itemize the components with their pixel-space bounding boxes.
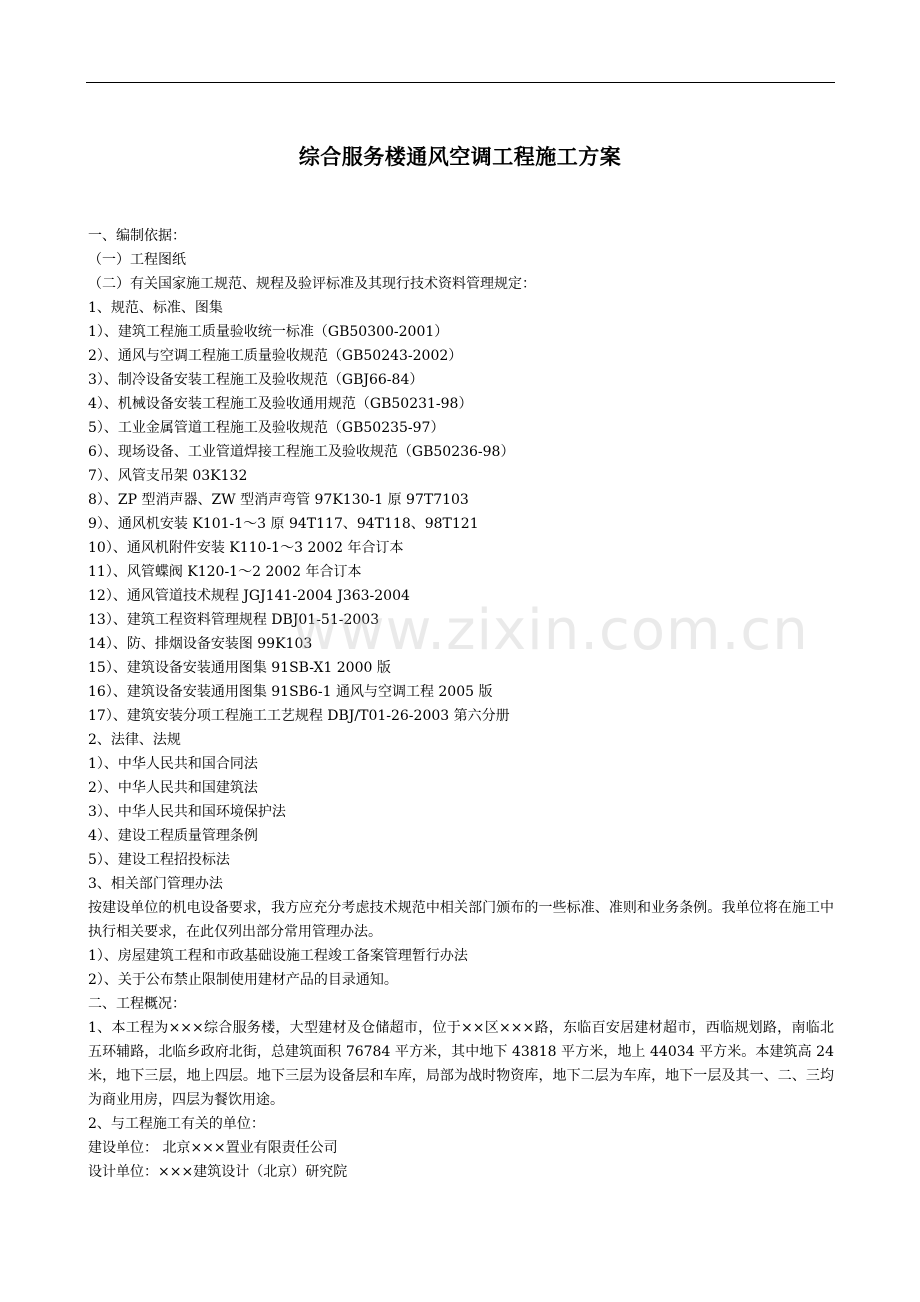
section-basis-lines <box>88 224 834 896</box>
text-line: 14）、防、排烟设备安装图 99K103 <box>88 636 313 652</box>
text-line: 6）、现场设备、工业管道焊接工程施工及验收规范（GB50236-98） <box>88 444 515 460</box>
text-line: 5）、建设工程招投标法 <box>88 852 230 868</box>
text-line: 1）、建筑工程施工质量验收统一标准（GB50300-2001） <box>88 324 449 340</box>
text-line: 一、编制依据： <box>88 228 186 244</box>
text-line: 2、与工程施工有关的单位： <box>88 1116 265 1132</box>
text-line: 建设单位： 北京×××置业有限责任公司 <box>88 1140 338 1156</box>
watermark: www.zixin.com.cn <box>292 598 809 663</box>
text-line: 1）、中华人民共和国合同法 <box>88 756 258 772</box>
text-line: 2、法律、法规 <box>88 732 181 748</box>
text-line: 2）、关于公布禁止限制使用建材产品的目录通知。 <box>88 972 398 988</box>
text-line: 16）、建筑设备安装通用图集 91SB6-1 通风与空调工程 2005 版 <box>88 684 493 700</box>
text-line: 1）、房屋建筑工程和市政基础设施工程竣工备案管理暂行办法 <box>88 948 468 964</box>
text-line: 7）、风管支吊架 03K132 <box>88 468 248 484</box>
section-overview-lines <box>88 944 834 1016</box>
text-line: 3、相关部门管理办法 <box>88 876 223 892</box>
text-line: 4）、建设工程质量管理条例 <box>88 828 258 844</box>
page-title: 综合服务楼通风空调工程施工方案 <box>298 145 622 169</box>
text-line: 2）、中华人民共和国建筑法 <box>88 780 258 796</box>
text-line: 10）、通风机附件安装 K110-1～3 2002 年合订本 <box>88 540 404 556</box>
document-body <box>88 224 834 1184</box>
text-line: 11）、风管蝶阀 K120-1～2 2002 年合订本 <box>88 564 362 580</box>
overview-paragraph: 1、本工程为×××综合服务楼，大型建材及仓储超市，位于××区×××路，东临百安居建材超市，西临规划路，南临北五环辅路，北临乡政府北街，总建筑面积 76784 平方米，其中地下 43818 平方米，地上 44034 平方米。本建筑高 24 米，地下三层，地上四层。地下三层为设备层和车库，局部为战时物资库，地下二层为车库，地下一层及其一、二、三均为商业用房，四层为餐饮用途。 <box>88 1020 834 1108</box>
text-line: 17）、建筑安装分项工程施工工艺规程 DBJ/T01-26-2003 第六分册 <box>88 708 510 724</box>
text-line: （一）工程图纸 <box>88 252 186 268</box>
text-line: 4）、机械设备安装工程施工及验收通用规范（GB50231-98） <box>88 396 473 412</box>
text-line: 1、规范、标准、图集 <box>88 300 223 316</box>
text-line: 3）、制冷设备安装工程施工及验收规范（GBJ66-84） <box>88 372 424 388</box>
section-units-lines <box>88 1112 834 1184</box>
text-line: 15）、建筑设备安装通用图集 91SB-X1 2000 版 <box>88 660 391 676</box>
management-paragraph: 按建设单位的机电设备要求，我方应充分考虑技术规范中相关部门颁布的一些标准、准则和业务条例。我单位将在施工中执行相关要求，在此仅列出部分常用管理办法。 <box>88 900 834 940</box>
text-line: 二、工程概况： <box>88 996 186 1012</box>
top-rule <box>86 82 835 83</box>
text-line: 2）、通风与空调工程施工质量验收规范（GB50243-2002） <box>88 348 463 364</box>
text-line: 8）、ZP 型消声器、ZW 型消声弯管 97K130-1 原 97T7103 <box>88 492 469 508</box>
text-line: 3）、中华人民共和国环境保护法 <box>88 804 286 820</box>
text-line: 9）、通风机安装 K101-1～3 原 94T117、94T118、98T121 <box>88 516 479 532</box>
text-line: 设计单位：×××建筑设计（北京）研究院 <box>88 1164 348 1180</box>
text-line: （二）有关国家施工规范、规程及验评标准及其现行技术资料管理规定： <box>88 276 536 292</box>
text-line: 5）、工业金属管道工程施工及验收规范（GB50235-97） <box>88 420 445 436</box>
text-line: 12）、通风管道技术规程 JGJ141-2004 J363-2004 <box>88 588 410 604</box>
text-line: 13）、建筑工程资料管理规程 DBJ01-51-2003 <box>88 612 380 628</box>
